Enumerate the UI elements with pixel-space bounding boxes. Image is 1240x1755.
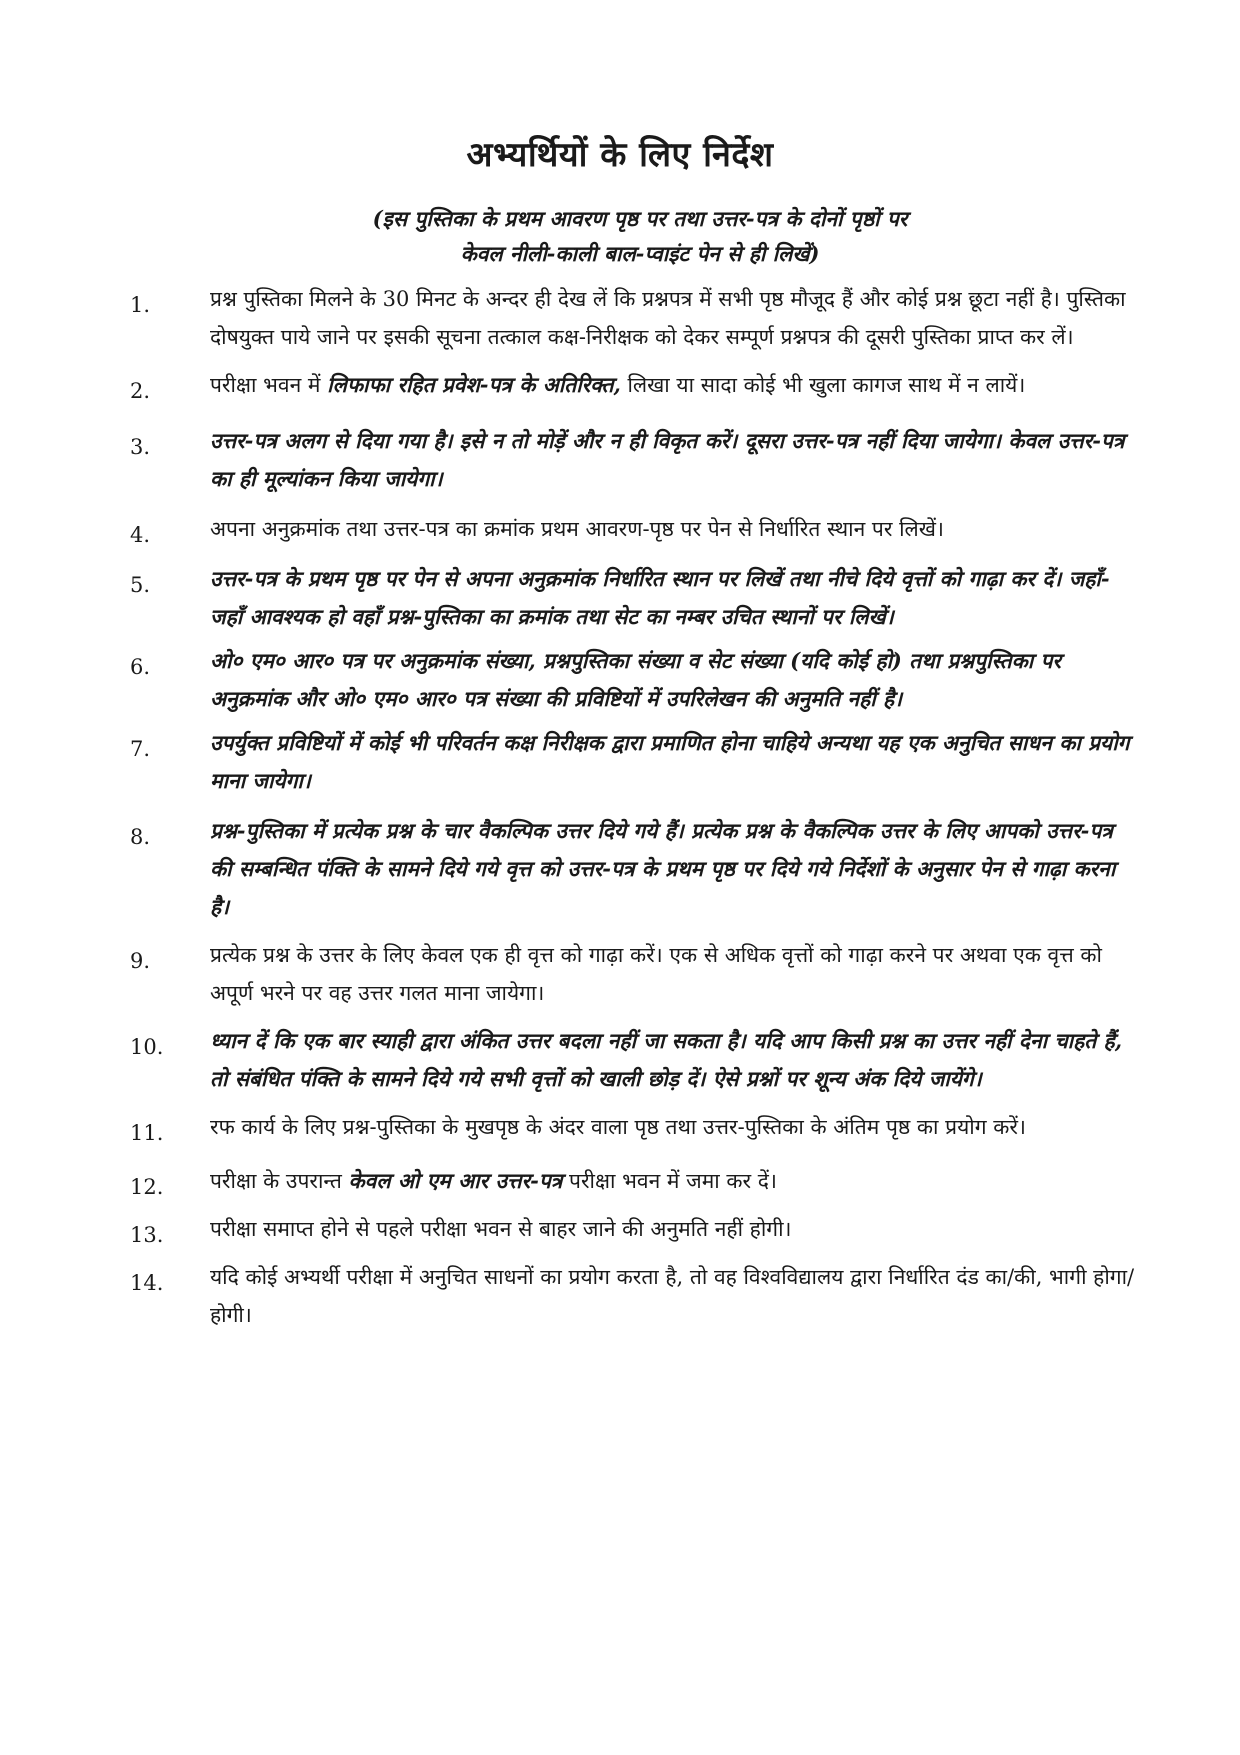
item-text: प्रश्न पुस्तिका मिलने के 30 मिनट के अन्दर ही देख लें कि प्रश्नपत्र में सभी पृष्ठ मौजूद हैं और कोई प्रश्न छूटा नहीं है। पुस्तिका दोषयुक्त पाये जाने पर इसकी सूचना तत्काल कक्ष-निरीक्षक को देकर सम्पूर्ण प्रश्नपत्र की दूसरी पुस्तिका प्राप्त कर लें। (210, 287, 1126, 349)
instruction-item-2 (130, 366, 1140, 410)
item-text: प्रश्न-पुस्तिका में प्रत्येक प्रश्न के चार वैकल्पिक उत्तर दिये गये हैं। प्रत्येक प्रश्न के वैकल्पिक उत्तर के लिए आपको उत्तर-पत्र की सम्बन्धित पंक्ति के सामने दिये गये वृत्त को उत्तर-पत्र के प्रथम पृष्ठ पर दिये गये निर्देशों के अनुसार पेन से गाढ़ा करना है। (210, 818, 1116, 919)
instruction-item-11 (130, 1108, 1140, 1152)
item-number: 2. (130, 379, 151, 403)
item-text: परीक्षा समाप्त होने से पहले परीक्षा भवन से बाहर जाने की अनुमति नहीं होगी। (210, 1217, 792, 1241)
instruction-item-4 (130, 510, 1140, 554)
item-number: 5. (130, 573, 151, 597)
item-text: प्रत्येक प्रश्न के उत्तर के लिए केवल एक ही वृत्त को गाढ़ा करें। एक से अधिक वृत्तों को गाढ़ा करने पर अथवा एक वृत्त को अपूर्ण भरने पर वह उत्तर गलत माना जायेगा। (210, 943, 1102, 1005)
instruction-item-14 (130, 1258, 1140, 1334)
item-text (210, 366, 1140, 404)
item-number: 13. (130, 1223, 164, 1247)
item-text-part: परीक्षा भवन में जमा कर दें। (562, 1169, 777, 1193)
item-number: 9. (130, 949, 151, 973)
item-text: ओ० एम० आर० पत्र पर अनुक्रमांक संख्या, प्रश्नपुस्तिका संख्या व सेट संख्या (यदि कोई हो) तथा प्रश्नपुस्तिका पर अनुक्रमांक और ओ० एम० आर० पत्र संख्या की प्रविष्टियों में उपरिलेखन की अनुमति नहीं है। (210, 648, 1061, 711)
item-number: 3. (130, 435, 151, 459)
item-text: उत्तर-पत्र के प्रथम पृष्ठ पर पेन से अपना अनुक्रमांक निर्धारित स्थान पर लिखें तथा नीचे दिये वृत्तों को गाढ़ा कर दें। जहाँ-जहाँ आवश्यक हो वहाँ प्रश्न-पुस्तिका का क्रमांक तथा सेट का नम्बर उचित स्थानों पर लिखें। (210, 566, 1110, 629)
instruction-item-10 (130, 1022, 1140, 1098)
item-text (210, 1162, 1140, 1200)
item-text: अपना अनुक्रमांक तथा उत्तर-पत्र का क्रमांक प्रथम आवरण-पृष्ठ पर पेन से निर्धारित स्थान पर लिखें। (210, 517, 944, 541)
instruction-item-13 (130, 1210, 1140, 1254)
item-text-emphasis: लिफाफा रहित प्रवेश-पत्र के अतिरिक्त, (327, 372, 621, 397)
subtitle-line-1: (इस पुस्तिका के प्रथम आवरण पृष्ठ पर तथा उत्तर-पत्र के दोनों पृष्ठों पर (372, 206, 908, 231)
item-text: रफ कार्य के लिए प्रश्न-पुस्तिका के मुखपृष्ठ के अंदर वाला पृष्ठ तथा उत्तर-पुस्तिका के अंतिम पृष्ठ का प्रयोग करें। (210, 1115, 1026, 1139)
page-title: अभ्यर्थियों के लिए निर्देश (466, 135, 774, 175)
instruction-item-9 (130, 936, 1140, 1012)
item-text: यदि कोई अभ्यर्थी परीक्षा में अनुचित साधनों का प्रयोग करता है, तो वह विश्वविद्यालय द्वारा निर्धारित दंड का/की, भागी होगा/होगी। (210, 1265, 1135, 1327)
instruction-item-5 (130, 560, 1140, 636)
item-number: 12. (130, 1175, 164, 1199)
instruction-item-8 (130, 812, 1140, 926)
instruction-list (130, 280, 1140, 1334)
item-text: उत्तर-पत्र अलग से दिया गया है। इसे न तो मोड़ें और न ही विकृत करें। दूसरा उत्तर-पत्र नहीं दिया जायेगा। केवल उत्तर-पत्र का ही मूल्यांकन किया जायेगा। (210, 428, 1125, 491)
item-number: 8. (130, 825, 151, 849)
item-number: 4. (130, 523, 151, 547)
item-text-part: लिखा या सादा कोई भी खुला कागज साथ में न लायें। (620, 373, 1026, 397)
instruction-item-1 (130, 280, 1140, 356)
item-text: उपर्युक्त प्रविष्टियों में कोई भी परिवर्तन कक्ष निरीक्षक द्वारा प्रमाणित होना चाहिये अन्यथा यह एक अनुचित साधन का प्रयोग माना जायेगा। (210, 730, 1130, 793)
item-text-part: परीक्षा के उपरान्त (210, 1169, 349, 1193)
item-number: 6. (130, 655, 151, 679)
item-number: 7. (130, 737, 151, 761)
subtitle-line-2: केवल नीली-काली बाल-प्वाइंट पेन से ही लिखें) (460, 241, 820, 266)
item-number: 1. (130, 293, 151, 317)
instruction-item-12 (130, 1162, 1140, 1206)
item-number: 10. (130, 1035, 164, 1059)
item-text: ध्यान दें कि एक बार स्याही द्वारा अंकित उत्तर बदला नहीं जा सकता है। यदि आप किसी प्रश्न का उत्तर नहीं देना चाहते हैं, तो संबंधित पंक्ति के सामने दिये गये सभी वृत्तों को खाली छोड़ दें। ऐसे प्रश्नों पर शून्य अंक दिये जायेंगे। (210, 1028, 1123, 1091)
instruction-item-7 (130, 724, 1140, 800)
instruction-item-6 (130, 642, 1140, 718)
item-text-part: परीक्षा भवन में (210, 373, 328, 397)
instruction-item-3 (130, 422, 1140, 498)
item-number: 14. (130, 1271, 164, 1295)
item-number: 11. (130, 1121, 164, 1145)
item-text-emphasis: केवल ओ एम आर उत्तर-पत्र (348, 1168, 563, 1193)
